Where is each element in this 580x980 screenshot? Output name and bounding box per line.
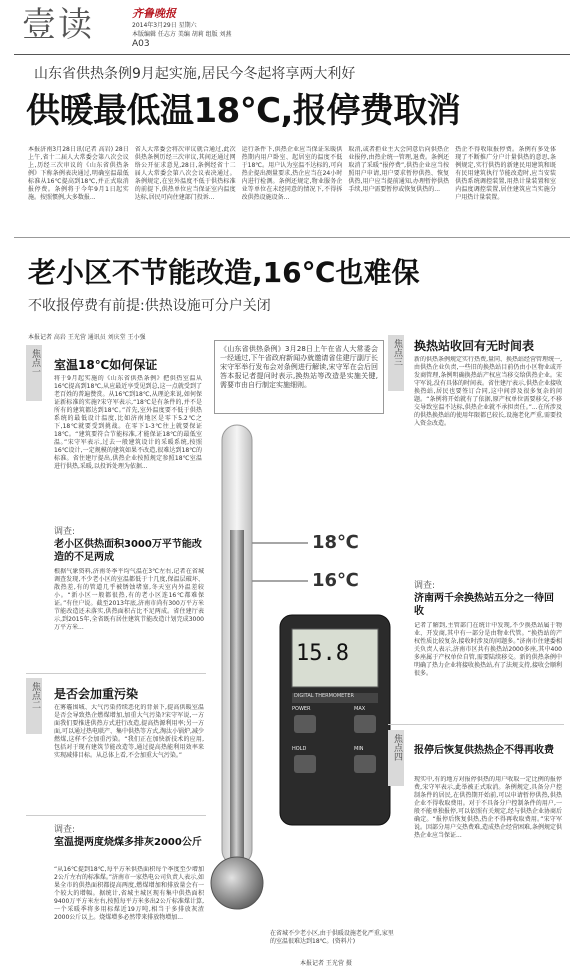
headline1-title: 供暖最低温18℃,报停费取消: [26, 91, 461, 131]
photo-caption: 在省城不少老小区,由于供暖设施老化严重,家里的室温很难达到18℃。(资料片): [270, 930, 394, 945]
survey1-tag: 调查:: [54, 527, 76, 537]
lead-column-5: 热企不得收取报停费。条例有多处体现了不断推广分户计量供热的意思,条例规定,实行供热的新建民用建筑和既有民用建筑执行节能改造时,应当安装供热系统调控装置,用热计量装置和室内温度调控装置,居住建筑应当实施分户用热计量装置。: [455, 146, 556, 201]
survey1-title: 老小区供热面积3000万平节能改造的不足两成: [54, 539, 202, 563]
focus3-tag-bar: [388, 335, 404, 391]
lead-column-2: 省人大常委会将次审议就合通过,此次供热条例历经三次审议,其间还通过网络公开征求意见,28日,条例经省十二届人大常委会第八次会议表决通过。条例规定,在室外温度不低于供热标准的前提下,供热单位应当保证室内温度达标,居民可向住建部门投诉...: [134, 146, 236, 201]
headline2-title: 老小区不节能改造,16℃也难保: [28, 256, 420, 289]
thermometer-svg: [208, 415, 398, 925]
left-divider-1: [26, 673, 206, 674]
survey1-body: 根据气象资料,济南冬季平均气温在3℃左右,记者在省城调查发现,不少老小区的室温都低于十几度,保温层破坏、散热差,有的管道几乎被锈蚀堵塞,冬天室内外温差较小。“新小区一般都很热,有的老小区连16℃都难保证。”有住户说。截至2013年底,济南市尚有300万平方米节能改造还未落实,供热面积占比不足两成。省住建厅表示,到2015年,全省既有居住建筑节能改造计划完成3000万平方米...: [54, 568, 204, 631]
left-divider-2: [26, 815, 206, 816]
focus1-body: 将于9月起实施的《山东省供热条例》把供热室温从16℃提高到18℃,从应最近享受见到总,这一点就受到了老百姓的普遍赞赏。从16℃到18℃,从理论来说,如何保证新标准的实施?宋守军表示,“18℃是有条件的,并不是所有的建筑都达到18℃。”首先,室外温度要不低于供热系统的最低设计温度,比如济南地区是零下5.2℃之下,18℃就要受到挑战。在零下1-3℃往上就要保证18℃。“建筑要符合节能标准,才能保证18℃的最低室温。”宋守军表示,过去一般建筑设计的采暖系统,按照16℃设计,一定规模的建筑如果不改造,很难达到18℃的标准。省住建厅提出,供热企业按照规定参照18℃室温进行供热,采暖,以投诉处理为依据...: [54, 375, 202, 470]
issue-date: 2014年3月29日 星期六: [132, 22, 197, 29]
survey3-body: 记者了解到,主管部门在统计中发现,不少换热站属于物业、开发商,其中有一部分是由物业代管。“换热站的产权性质比较复杂,接收时涉及的问题多。”济南市住建委相关负责人表示,济南市区共有换热站2000多座,其中400多座属于产权单位自管,需要陆续移交。新的供热条例中明确了热力企业将接收换热站,有了法规支持,接收会顺利很多。: [414, 622, 562, 677]
focus2-body: 在雾霾围城、大气污染持续恶化的背景下,提高供暖室温是否会导致热企燃煤增加,加重大气污染?宋守军说,一方面我们要推进供热方式进行改造,提高热源利用率;另一方面,可以通过热电联产、集中供热等方式,淘汰小锅炉,减少燃煤,这样不会加重污染。“我们正在加快新技术的应用,包括对于现有建筑节能改造等,通过提高热能利用效率来实现减排目标。从总体上看,不会加重大气污染。”: [54, 704, 204, 759]
photo-credit: 本报记者 王光营 摄: [300, 960, 352, 967]
focus1-tag-bar: [26, 345, 42, 401]
thermometer-mercury: [230, 530, 244, 870]
lead-column-3: 运行条件下,供热企业应当保证采暖供热期内用户卧室、起居室的温度不低于18℃。用户认为室温不达标的,可向热企提出测量要求,热企应当在24小时内进行检测。条例还规定,物业服务企业等单位在未经同意的情况下,不得拆改供热设施设备...: [241, 146, 343, 201]
temp-mark-low: 16℃: [312, 570, 359, 591]
right-divider: [388, 724, 564, 725]
page-number: A03: [132, 39, 150, 49]
byline: 本报记者 高岩 王光营 通讯员 刘庆堂 王小强: [28, 334, 146, 341]
focus4-tag: 焦点四: [392, 734, 402, 761]
thermometer-graphic: [208, 415, 398, 925]
focus3-body: 新的供热条例规定实行热费,量同、换热站经营管理统一,由供热企业负责,一些旧的换热站目前仍由小区物业或开发商管理,条例明确换热站产权应当移交给供热企业。宋守军说,没有具体的时间表。省住建厅表示,供热企业接收换热站,居民也要签订合同,这中间涉及很多复杂的问题。“条例将开始就有了依据,原产权单位需要移交,不移交导致室温不达标,供热企业就不承担责任。”...在所涉及的供热换热站的使用年限都已较长,设施老化严重,需要投入资金改造。: [414, 356, 562, 427]
device-button-min: MIN: [354, 746, 364, 752]
survey2-tag: 调查:: [54, 825, 76, 835]
focus2-tag: 焦点二: [30, 682, 40, 709]
lead-column-1: 本报济南3月28日讯(记者 高岩) 28日上午,省十二届人大常委会第八次会议上,历经三次审议的《山东省供热条例》下称条例表决通过,明确室温最低标准从16℃提高到18℃,并正式取消报停费。条例将于今年9月1日起实施。按照惯例,大多数报...: [28, 146, 129, 201]
headline2-subtitle: 不收报停费有前提:供热设施可分户关闭: [28, 298, 271, 314]
focus2-tag-bar: [26, 678, 42, 734]
focus1-tag: 焦点一: [30, 349, 40, 376]
focus4-title: 报停后恢复供热热企不得再收费: [414, 745, 554, 756]
thermometer-bulb: [211, 857, 263, 909]
device-button-power: POWER: [292, 706, 311, 712]
center-intro-box: [214, 340, 384, 414]
focus1-title: 室温18℃如何保证: [54, 358, 158, 372]
device-label: DIGITAL THERMOMETER: [294, 693, 354, 699]
editor-credits: 本版编辑 任志方 美编 胡莉 组版 刘燕: [132, 31, 232, 38]
survey2-body: “从16℃提到18℃,每平方米供热面积每个季度至少增加2公斤左右的标准煤。”济南市一家热电公司负责人表示,如果全市的供热面积都提高两度,燃煤增加和排放量会有一个较大的增幅。据统计,省城主城区现有集中供热面积9400万平方米左右,按照每平方米多出2公斤标准煤计算,一个采暖季将多用标煤近19万吨,相当于多排放灰渣2000公斤以上。烧煤增多必然带来排放物增加...: [54, 866, 204, 921]
survey3-tag: 调查:: [414, 581, 436, 591]
newspaper-logo: 齐鲁晚报: [132, 7, 176, 20]
device-display-value: 15.8: [296, 641, 349, 666]
masthead-divider: [14, 54, 570, 55]
center-intro-text: 《山东省供热条例》3月28日上午在省人大常委会一经通过,下午省政府新闻办就邀请省住建厅副厅长宋守军举行发布会对条例进行解读,宋守军在会后回答本报记者提问时表示,换热站等改造是实施关键,需要市由自行制定实施细则。: [220, 345, 378, 389]
device-button-max: MAX: [354, 706, 366, 712]
temp-mark-high: 18℃: [312, 532, 359, 553]
survey2-title: 室温提两度烧煤多排灰2000公斤: [54, 837, 202, 848]
section-title: 壹读: [22, 5, 94, 45]
lead-divider: [14, 237, 570, 238]
focus4-tag-bar: [388, 730, 404, 786]
focus3-tag: 焦点三: [392, 339, 402, 366]
focus4-body: 现实中,有的地方对报停供热的用户收取一定比例的报停费,宋守军表示,此举被正式取消。条例规定,具备分户控制条件的居民,在供热期开始前,可以申请暂停供热,供热企业不得收取费用。对于不具备分户控制条件的用户,一般不能单独报停,可以依照有关规定,经与供热企业协商后确定。“报停后恢复供热,热企不得再收取费用。”宋守军说。因部分用户交热费难,造成热企经营困难,条例规定供热企业应当保证...: [414, 776, 562, 839]
focus2-title: 是否会加重污染: [54, 687, 139, 701]
focus3-title: 换热站收回有无时间表: [414, 339, 535, 353]
lead-column-4: 取消,或者拒业主大会同意后向供热企业报停,由热企统一管理,退费。条例还取消了采暖“报停费”,供热企业应当按照用户申请,用户要求暂停供热、恢复供热,用户应当提前通知,办理暂停供热手续,用户需要暂停或恢复供热的...: [348, 146, 450, 193]
device-button-hold: HOLD: [292, 746, 307, 752]
lead-columns: [28, 146, 556, 228]
headline1-kicker: 山东省供热条例9月起实施,居民今冬起将享两大利好: [34, 66, 356, 82]
survey3-title: 济南两千余换热站五分之一待回收: [414, 593, 554, 617]
